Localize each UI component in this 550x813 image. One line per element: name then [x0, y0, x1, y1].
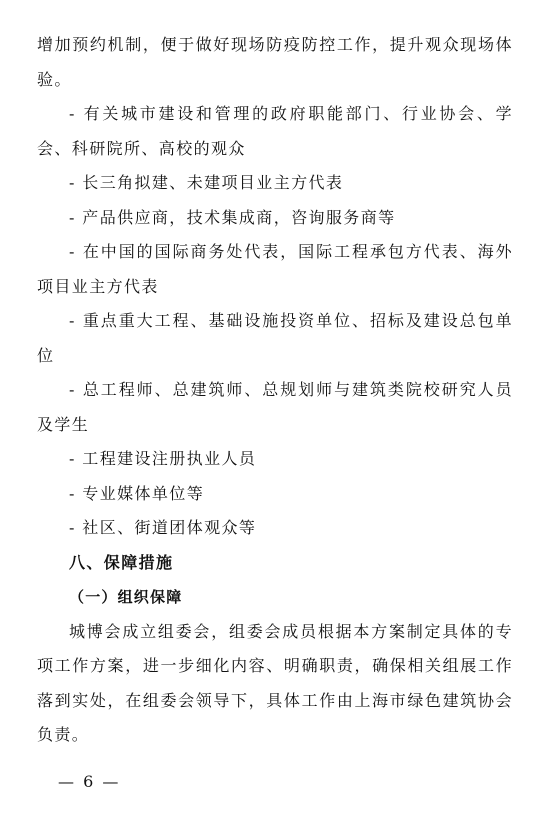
bullet-item: - 工程建设注册执业人员 — [69, 449, 257, 468]
bullet-item: - 有关城市建设和管理的政府职能部门、行业协会、学会、科研院所、高校的观众 — [37, 104, 513, 158]
document-page — [37, 28, 513, 753]
page-number: — 6 — — [58, 772, 121, 791]
section-heading: 八、保障措施 — [69, 552, 174, 572]
paragraph-continuation: 增加预约机制，便于做好现场防疫防控工作，提升观众现场体验。 — [37, 35, 513, 89]
bullet-item: - 社区、街道团体观众等 — [69, 518, 257, 537]
bullet-item: - 在中国的国际商务处代表，国际工程承包方代表、海外项目业主方代表 — [37, 242, 513, 296]
bullet-item: - 重点重大工程、基础设施投资单位、招标及建设总包单位 — [37, 311, 513, 365]
subsection-heading: （一）组织保障 — [69, 588, 183, 606]
bullet-item: - 专业媒体单位等 — [69, 483, 205, 503]
bullet-item: - 产品供应商，技术集成商，咨询服务商等 — [69, 207, 396, 227]
body-paragraph: 城博会成立组委会，组委会成员根据本方案制定具体的专项工作方案，进一步细化内容、明确职责，确保相关组展工作落到实处，在组委会领导下，具体工作由上海市绿色建筑协会负责。 — [37, 621, 513, 744]
bullet-item: - 长三角拟建、未建项目业主方代表 — [69, 173, 344, 192]
bullet-item: - 总工程师、总建筑师、总规划师与建筑类院校研究人员及学生 — [37, 380, 513, 434]
